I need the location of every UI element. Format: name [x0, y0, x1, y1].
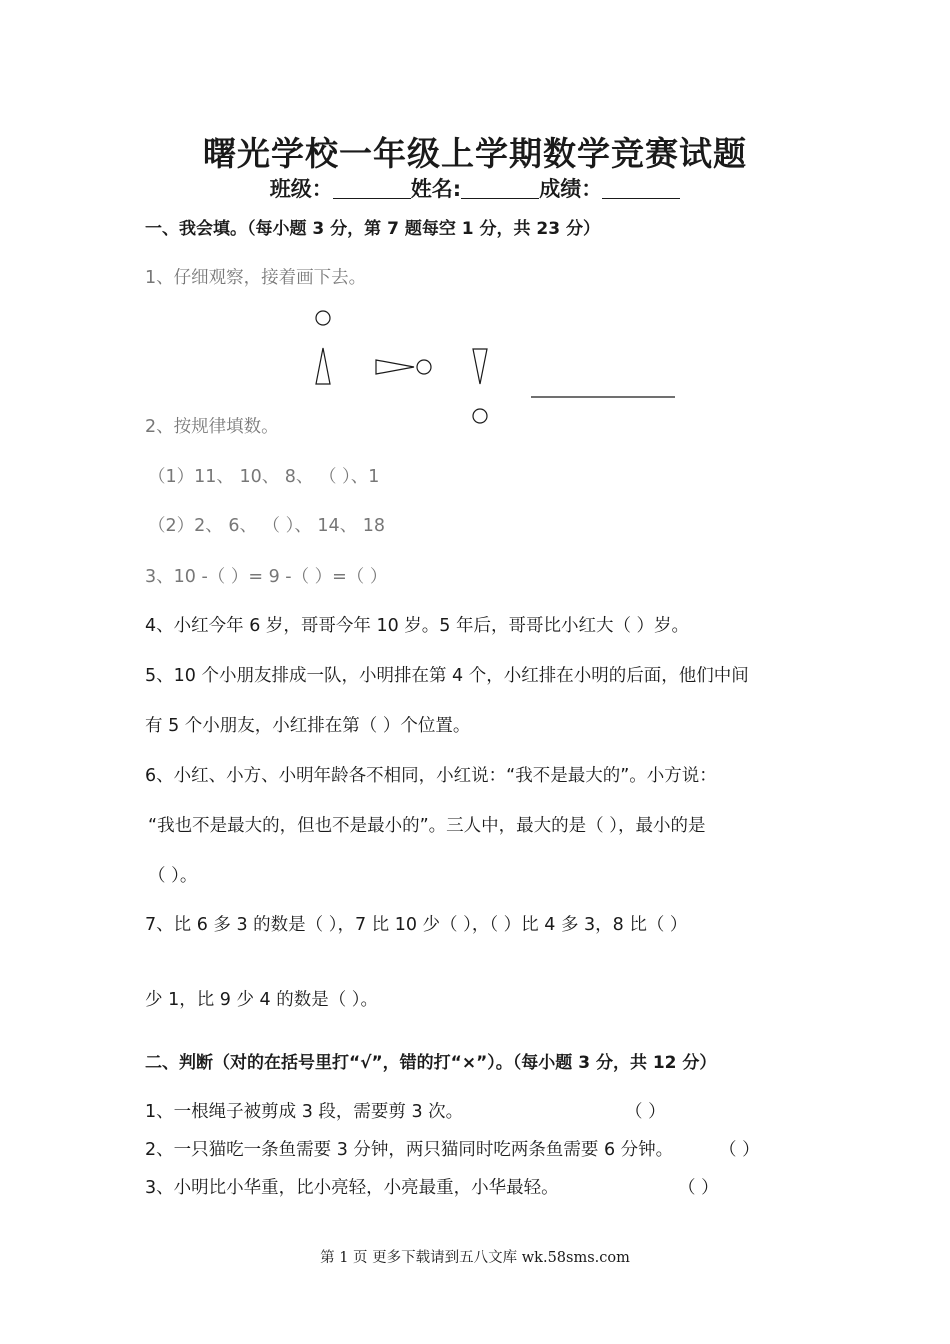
- question-3: 3、10 -（ ）= 9 -（ ）=（ ）: [145, 567, 388, 587]
- triangle-down-shape: [473, 349, 487, 384]
- question-7-line-2: 少 1，比 9 少 4 的数是（ ）。: [145, 990, 379, 1010]
- question-6-line-1: 6、小红、小方、小明年龄各不相同，小红说：“我不是最大的”。小方说：: [145, 766, 717, 786]
- triangle-right-shape: [376, 360, 414, 374]
- judge-2: 2、一只猫吃一条鱼需要 3 分钟，两只猫同时吃两条鱼需要 6 分钟。: [145, 1140, 674, 1160]
- judge-3-paren[interactable]: （ ）: [678, 1178, 719, 1198]
- page-title: 曙光学校一年级上学期数学竞赛试题: [203, 134, 747, 173]
- judge-1-paren[interactable]: （ ）: [625, 1102, 666, 1122]
- page-footer: 第 1 页 更多下载请到五八文库 wk.58sms.com: [320, 1250, 630, 1266]
- question-2-2: （2）2、 6、 （ ）、 14、 18: [148, 516, 386, 536]
- question-6-line-3: （ ）。: [148, 866, 198, 886]
- triangle-up-shape: [316, 348, 330, 384]
- question-4: 4、小红今年 6 岁，哥哥今年 10 岁。5 年后，哥哥比小红大（ ）岁。: [145, 616, 690, 636]
- judge-2-paren[interactable]: （ ）: [719, 1140, 760, 1160]
- circle-shape-right: [417, 360, 431, 374]
- section1-heading: 一、我会填。（每小题 3 分，第 7 题每空 1 分，共 23 分）: [145, 219, 600, 239]
- circle-shape-top: [316, 311, 330, 325]
- section2-heading: 二、判断（对的在括号里打“√”，错的打“×”）。（每小题 3 分，共 12 分）: [145, 1053, 717, 1073]
- circle-shape-bottom: [473, 409, 487, 423]
- name-label: 姓名:: [410, 177, 462, 201]
- question-6-line-2: “我也不是最大的，但也不是最小的”。三人中，最大的是（ ），最小的是: [148, 816, 706, 836]
- pattern-figures: [0, 0, 950, 440]
- question-5-line-2: 有 5 个小朋友，小红排在第（ ）个位置。: [145, 716, 471, 736]
- question-2-1: （1）11、 10、 8、 （ ）、1: [148, 467, 380, 487]
- judge-1: 1、一根绳子被剪成 3 段，需要剪 3 次。: [145, 1102, 464, 1122]
- question-7-line-1: 7、比 6 多 3 的数是（ ），7 比 10 少（ ），（ ）比 4 多 3，8 比（ ）: [145, 915, 688, 935]
- question-1: 1、仔细观察，接着画下去。: [145, 268, 367, 288]
- question-5-line-1: 5、10 个小朋友排成一队，小明排在第 4 个，小红排在小明的后面，他们中间: [145, 666, 749, 686]
- score-label: 成绩：: [539, 177, 603, 201]
- question-2: 2、按规律填数。: [145, 417, 279, 437]
- class-label: 班级：: [269, 177, 333, 201]
- judge-3: 3、小明比小华重，比小亮轻，小亮最重，小华最轻。: [145, 1178, 559, 1198]
